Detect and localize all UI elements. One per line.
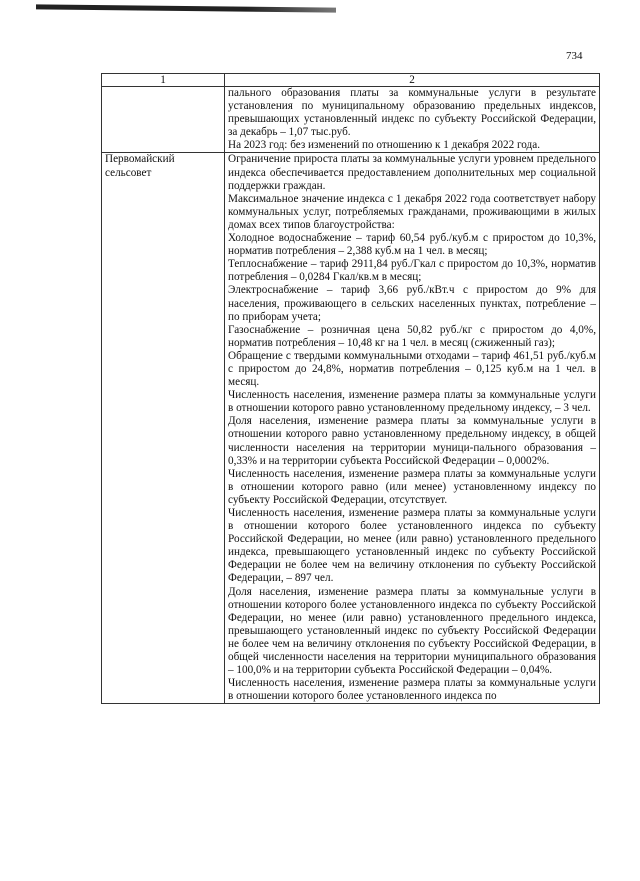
paragraph: Численность населения, изменение размера платы за коммунальные услуги в отношении которого равно (или менее) установленному индексу по субъекту Российской Федерации, отсутствует. <box>228 467 596 506</box>
row-content <box>225 87 600 153</box>
paragraph: Теплоснабжение – тариф 2911,84 руб./Гкал с приростом до 10,3%, норматив потребления – 0,0284 Гкал/кв.м в месяц; <box>228 258 596 284</box>
table-row <box>102 153 600 704</box>
row-content <box>225 153 600 704</box>
paragraph: Электроснабжение – тариф 3,66 руб./кВт.ч с приростом до 9% для населения, проживающего в сельских населенных пунктах, потребление – по приборам учета; <box>228 284 596 323</box>
paragraph: Ограничение прироста платы за коммунальные услуги уровнем предельного индекса обеспечивается предоставлением дополнительных мер социальной поддержки граждан. <box>228 153 596 192</box>
paragraph: Холодное водоснабжение – тариф 60,54 руб./куб.м с приростом до 10,3%, норматив потребления – 2,388 куб.м на 1 чел. в месяц; <box>228 232 596 258</box>
paragraph: Численность населения, изменение размера платы за коммунальные услуги в отношении которого равно установленному предельному индексу, – 3 чел. <box>228 389 596 415</box>
paragraph: Доля населения, изменение размера платы за коммунальные услуги в отношении которого равно установленному предельному индексу, в общей численности населения на территории муници-пального образования – 0,33% и на территории субъекта Российской Федерации – 0,0002%. <box>228 415 596 467</box>
header-cell-1: 1 <box>102 74 225 87</box>
page-number: 734 <box>566 50 583 62</box>
paragraph: Численность населения, изменение размера платы за коммунальные услуги в отношении которого более установленного индекса по <box>228 677 596 703</box>
header-cell-2: 2 <box>225 74 600 87</box>
row-label-text: Первомайский сельсовет <box>105 153 175 179</box>
table-row <box>102 87 600 153</box>
paragraph: Максимальное значение индекса с 1 декабря 2022 года соответствует набору коммунальных услуг, потребляемых гражданами, проживающими в жилых домах всех типов благоустройства: <box>228 192 596 231</box>
paragraph: Обращение с твердыми коммунальными отходами – тариф 461,51 руб./куб.м с приростом до 24,8%, норматив потребления – 0,125 куб.м на 1 чел. в месяц. <box>228 349 596 389</box>
paragraph: На 2023 год: без изменений по отношению к 1 декабря 2022 года. <box>228 139 541 152</box>
table-header-row <box>102 74 600 87</box>
paragraph: Доля населения, изменение размера платы за коммунальные услуги в отношении которого более установленного индекса по субъекту Российской Федерации, но менее (или равно) установленного предельного индекса, превышающего установленный индекс по субъекту Российской Федерации не более чем на величину отклонения по субъекту Российской Федерации, в общей численности населения на территории муниципального образования – 100,0% и на территории субъекта Российской Федерации – 0,04%. <box>228 585 596 677</box>
paragraph: пального образования платы за коммунальные услуги в результате установления по муниципальному образованию предельных индексов, превышающих установленный индекс по субъекту Российской Федерации, за декабрь – 1,07 тыс.руб. <box>228 87 596 139</box>
scan-artifact-bar <box>36 4 336 12</box>
row-label <box>102 153 225 704</box>
paragraph: Численность населения, изменение размера платы за коммунальные услуги в отношении которого более установленного индекса по субъекту Российской Федерации, но менее (или равно) установленного предельного индекса, превышающего установленный индекс по субъекту Российской Федерации не более чем на величину отклонения по субъекту Российской Федерации, – 897 чел. <box>228 507 596 585</box>
paragraph: Газоснабжение – розничная цена 50,82 руб./кг с приростом до 4,0%, норматив потребления – 10,48 кг на 1 чел. в месяц (сжиженный газ); <box>228 323 596 349</box>
document-table <box>101 73 600 704</box>
row-label <box>102 87 225 153</box>
